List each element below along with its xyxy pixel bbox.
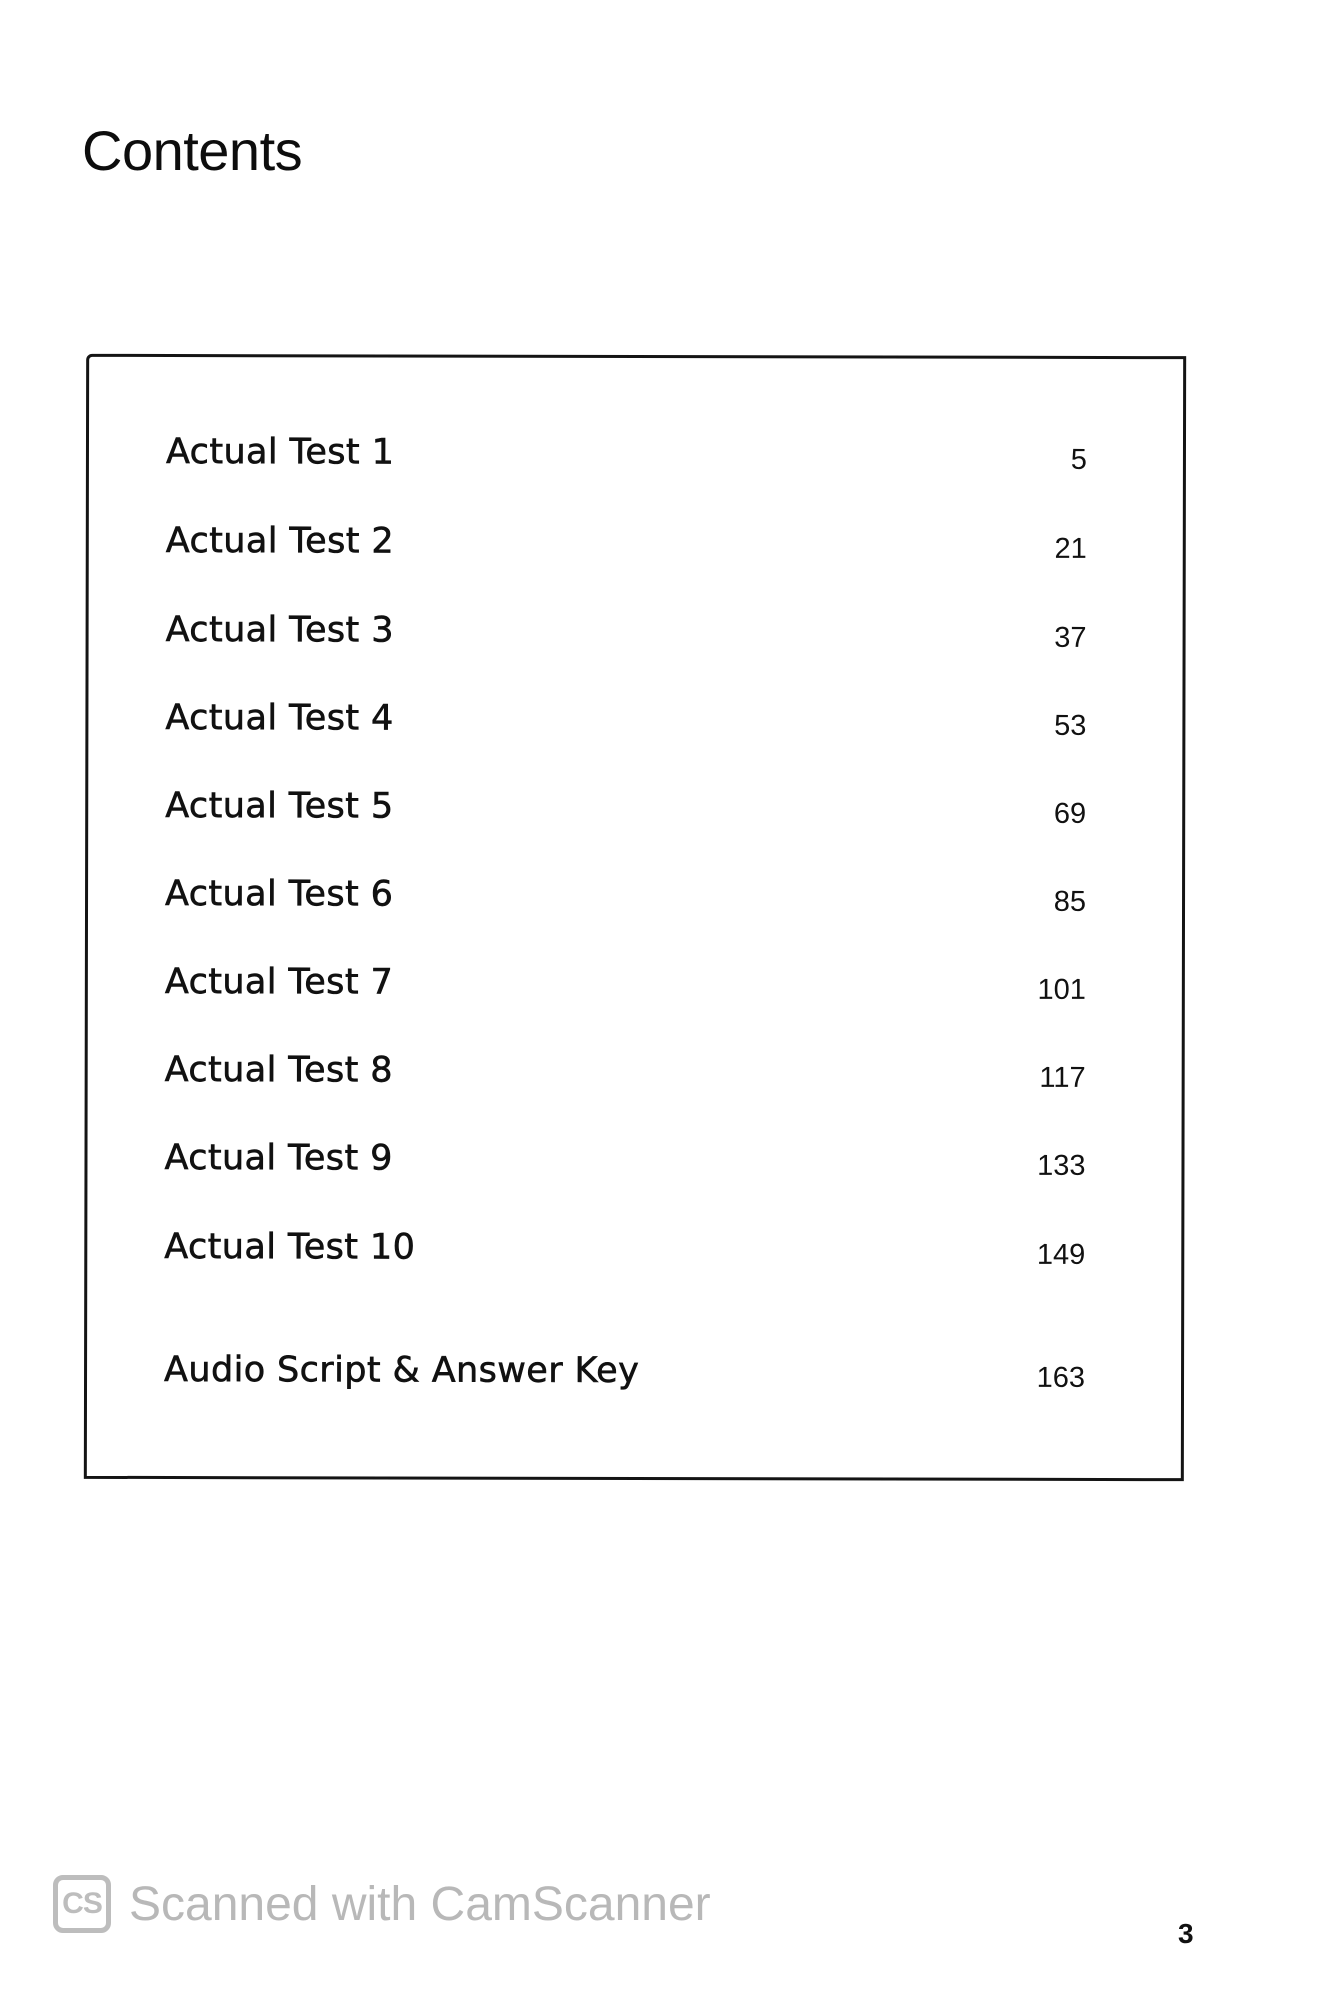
toc-entry-label: Actual Test 10 [164, 1227, 416, 1268]
page-number: 3 [1178, 1918, 1194, 1949]
toc-entry-2[interactable] [89, 511, 1183, 573]
toc-entry-page: 85 [1053, 885, 1087, 918]
toc-entry-3[interactable] [89, 600, 1183, 662]
toc-entry-page: 69 [1053, 797, 1087, 830]
toc-entry-audio-script[interactable] [87, 1340, 1181, 1402]
toc-entry-4[interactable] [88, 688, 1182, 750]
toc-entry-label: Actual Test 2 [165, 521, 395, 562]
toc-entry-page: 163 [1036, 1361, 1086, 1394]
toc-entry-7[interactable] [88, 952, 1182, 1014]
toc-entry-label: Actual Test 3 [165, 610, 394, 651]
toc-entry-label: Audio Script & Answer Key [164, 1350, 640, 1392]
toc-entry-10[interactable] [87, 1217, 1181, 1279]
toc-entry-label: Actual Test 5 [165, 786, 394, 827]
toc-entry-9[interactable] [87, 1128, 1181, 1190]
page-title: Contents [82, 119, 303, 182]
toc-entry-label: Actual Test 7 [164, 962, 394, 1003]
toc-entry-8[interactable] [88, 1040, 1182, 1102]
toc-entry-page: 5 [1070, 443, 1087, 476]
toc-entry-5[interactable] [88, 776, 1182, 838]
table-of-contents [84, 354, 1186, 1481]
toc-entry-page: 133 [1037, 1149, 1086, 1182]
watermark-text: Scanned with CamScanner [129, 1877, 711, 1931]
camscanner-watermark [53, 1872, 711, 1936]
toc-entry-label: Actual Test 4 [165, 698, 394, 739]
toc-entry-6[interactable] [88, 864, 1182, 926]
toc-entry-page: 101 [1037, 973, 1086, 1006]
toc-entry-label: Actual Test 8 [164, 1050, 394, 1091]
toc-entry-1[interactable] [89, 422, 1183, 484]
toc-entry-label: Actual Test 9 [164, 1138, 393, 1179]
toc-entry-label: Actual Test 6 [165, 874, 394, 915]
toc-entry-page: 21 [1054, 532, 1087, 565]
toc-entry-page: 37 [1054, 621, 1087, 654]
toc-entry-page: 53 [1054, 709, 1087, 742]
camscanner-logo-icon: CS [53, 1875, 111, 1933]
toc-entry-page: 117 [1039, 1061, 1086, 1094]
toc-entry-label: Actual Test 1 [165, 432, 395, 473]
toc-entry-page: 149 [1036, 1238, 1086, 1271]
